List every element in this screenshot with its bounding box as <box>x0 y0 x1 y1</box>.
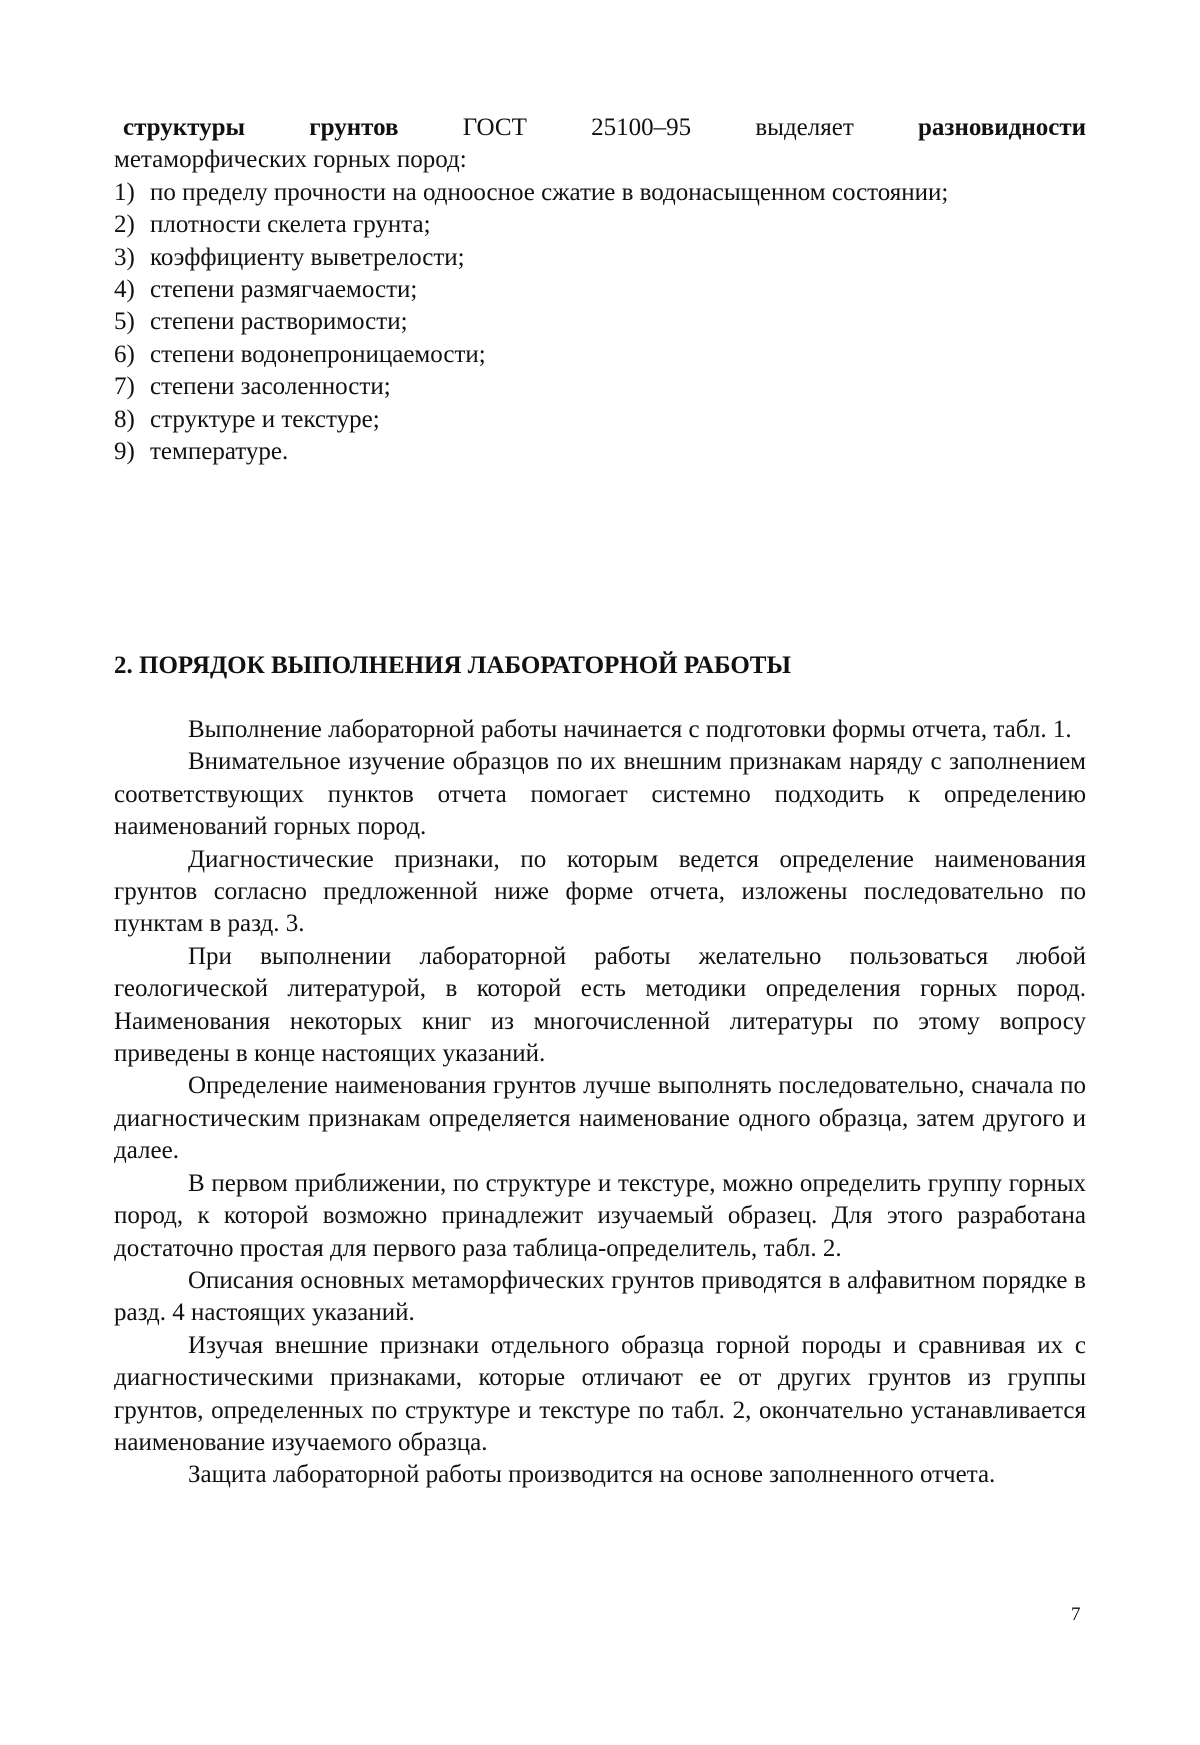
list-item-text: структуре и текстуре; <box>150 405 380 433</box>
intro-word-verb: выделяет <box>755 114 854 141</box>
list-item <box>114 274 1086 306</box>
paragraph: Выполнение лабораторной работы начинается с подготовки формы отчета, табл. 1. <box>188 716 1072 743</box>
list-item-text: температуре. <box>150 438 289 466</box>
intro-bold-2: грунтов <box>309 114 399 141</box>
intro-line-1 <box>114 112 1086 144</box>
paragraph: При выполнении лабораторной работы желательно пользоваться любой геологической литературой, в которой есть методики определения горных пород. Наименования некоторых книг из многочисленной литературы по этому вопросу приведены в конце настоящих указаний. <box>114 942 1086 1068</box>
paragraph: Внимательное изучение образцов по их внешним признакам наряду с заполнением соответствующих пунктов отчета помогает системно подходить к определению наименований горных пород. <box>114 748 1086 841</box>
list-item-number: 8) <box>114 405 135 433</box>
list-item <box>114 339 1086 371</box>
list-item-text: степени размягчаемости; <box>150 276 418 304</box>
list-item-number: 3) <box>114 243 135 271</box>
list-item-number: 9) <box>114 438 135 466</box>
paragraph: Описания основных метаморфических грунтов приводятся в алфавитном порядке в разд. 4 настоящих указаний. <box>114 1266 1086 1327</box>
paragraph: Защита лабораторной работы производится на основе заполненного отчета. <box>188 1461 996 1489</box>
list-item <box>114 436 1086 468</box>
list-item-number: 1) <box>114 178 135 206</box>
list-item-text: степени растворимости; <box>150 308 408 336</box>
list-item <box>114 209 1086 241</box>
list-item <box>114 404 1086 436</box>
paragraph: В первом приближении, по структуре и текстуре, можно определить группу горных пород, к которой возможно принадлежит изучаемый образец. Для этого разработана достаточно простая для первого раза таблица-определитель, табл. 2. <box>114 1169 1086 1262</box>
list-item-number: 6) <box>114 340 135 368</box>
intro-bold-1: структуры <box>123 114 246 141</box>
intro-bold-3: разновидности <box>918 114 1086 141</box>
list-item-text: степени засоленности; <box>150 373 391 401</box>
list-item-number: 4) <box>114 276 135 304</box>
paragraph: Определение наименования грунтов лучше выполнять последовательно, сначала по диагностическим признакам определяется наименование одного образца, затем другого и далее. <box>114 1072 1086 1165</box>
list-item <box>114 371 1086 403</box>
list-item-number: 5) <box>114 308 135 336</box>
section-body <box>114 714 1086 1492</box>
document-page <box>114 112 1086 1489</box>
list-item-number: 2) <box>114 211 135 239</box>
list-item-text: степени водонепроницаемости; <box>150 340 486 368</box>
page-number: 7 <box>1071 1604 1081 1625</box>
list-item <box>114 177 1086 209</box>
list-item-number: 7) <box>114 373 135 401</box>
list-item-text: по пределу прочности на одноосное сжатие в водонасыщенном состоянии; <box>150 178 949 206</box>
paragraph: Диагностические признаки, по которым ведется определение наименования грунтов согласно предложенной ниже форме отчета, изложены последовательно по пунктам в разд. 3. <box>114 845 1086 938</box>
intro-word-gost: ГОСТ <box>462 114 527 141</box>
paragraph: Изучая внешние признаки отдельного образца горной породы и сравнивая их с диагностическими признаками, которые отличают ее от других грунтов из группы грунтов, определенных по структуре и текстуре по табл. 2, окончательно устанавливается наименование изучаемого образца. <box>114 1331 1086 1456</box>
intro-line-2: метаморфических горных пород: <box>114 146 467 174</box>
list-item-text: коэффициенту выветрелости; <box>150 243 465 271</box>
list-item-text: плотности скелета грунта; <box>150 211 431 239</box>
varieties-list <box>114 177 1086 469</box>
list-item <box>114 306 1086 338</box>
list-item <box>114 242 1086 274</box>
section-title: 2. ПОРЯДОК ВЫПОЛНЕНИЯ ЛАБОРАТОРНОЙ РАБОТЫ <box>114 652 792 679</box>
intro-word-number: 25100–95 <box>591 114 692 141</box>
